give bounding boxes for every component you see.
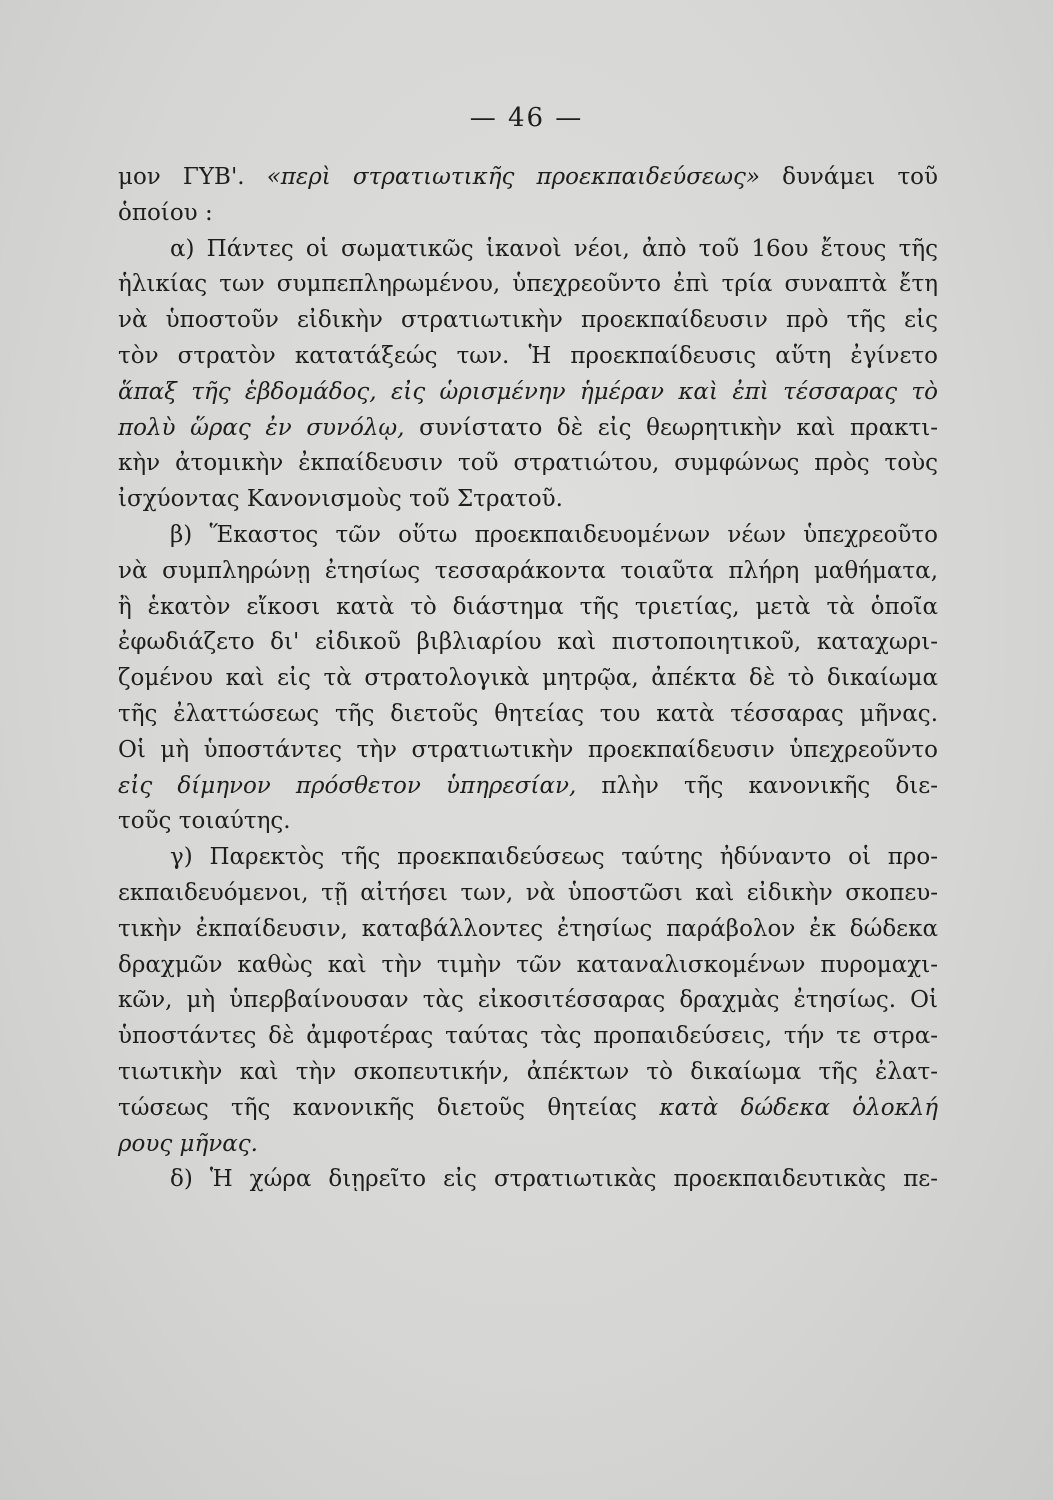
text-line	[118, 339, 938, 375]
text-segment: τώσεως τῆς κανονικῆς διετοῦς θητείας	[118, 1094, 660, 1121]
text-segment: ἐφωδιάζετο δι' εἰδικοῦ βιβλιαρίου καὶ πιστοποιητικοῦ, καταχωρι-	[118, 629, 938, 656]
text-segment: δ) Ἡ χώρα διῃρεῖτο εἰς στρατιωτικὰς προεκπαιδευτικὰς πε-	[170, 1166, 938, 1193]
text-segment: γ) Παρεκτὸς τῆς προεκπαιδεύσεως ταύτης ἠδύναντο οἱ προ-	[170, 844, 938, 871]
text-line	[118, 733, 938, 769]
text-line	[118, 661, 938, 697]
text-line	[118, 876, 938, 912]
text-line	[118, 697, 938, 733]
text-line	[118, 1162, 938, 1198]
text-line	[118, 1091, 938, 1127]
text-segment: ἡλικίας των συμπεπληρωμένου, ὑπεχρεοῦντο ἐπὶ τρία συναπτὰ ἔτη	[118, 271, 938, 298]
text-line	[118, 554, 938, 590]
text-line	[118, 1127, 938, 1163]
text-line	[118, 804, 938, 840]
text-segment: α) Πάντες οἱ σωματικῶς ἱκανοὶ νέοι, ἀπὸ τοῦ 16ου ἔτους τῆς	[170, 235, 938, 262]
text-segment: τιωτικὴν καὶ τὴν σκοπευτικήν, ἀπέκτων τὸ δικαίωμα τῆς ἐλατ-	[118, 1058, 938, 1085]
text-segment: ἢ ἑκατὸν εἴκοσι κατὰ τὸ διάστημα τῆς τριετίας, μετὰ τὰ ὁποῖα	[118, 593, 938, 620]
text-segment: δυνάμει τοῦ	[759, 164, 939, 190]
text-segment: τοῦς τοιαύτης.	[118, 808, 291, 835]
text-line	[118, 625, 938, 661]
text-line	[118, 411, 938, 447]
text-segment: νὰ ὑποστοῦν εἰδικὴν στρατιωτικὴν προεκπαίδευσιν πρὸ τῆς εἰς	[118, 307, 938, 334]
text-segment: πλὴν τῆς κανονικῆς διε-	[576, 772, 938, 799]
italic-segment: κατὰ δώδεκα ὁλοκλή	[659, 1094, 939, 1121]
italic-segment: εἰς δίμηνον πρόσθετον ὑπηρεσίαν,	[118, 772, 577, 799]
text-line	[118, 1019, 938, 1055]
text-line	[118, 196, 938, 232]
text-segment: κῶν, μὴ ὑπερβαίνουσαν τὰς εἰκοσιτέσσαρας δραχμὰς ἐτησίως. Οἱ	[118, 987, 938, 1014]
text-segment: τικὴν ἐκπαίδευσιν, καταβάλλοντες ἐτησίως παράβολον ἐκ δώδεκα	[118, 915, 938, 942]
text-segment: νὰ συμπληρώνῃ ἐτησίως τεσσαράκοντα τοιαῦτα πλήρη μαθήματα,	[118, 557, 938, 584]
text-segment: ὑποστάντες δὲ ἀμφοτέρας ταύτας τὰς προπαιδεύσεις, τήν τε στρα-	[118, 1023, 938, 1050]
text-line	[118, 840, 938, 876]
text-segment: εκπαιδευόμενοι, τῇ αἰτήσει των, νὰ ὑποστῶσι καὶ εἰδικὴν σκοπευ-	[118, 879, 938, 906]
text-line	[118, 160, 938, 196]
italic-segment: «περὶ στρατιωτικῆς προεκπαιδεύσεως»	[266, 164, 760, 190]
text-segment: ἰσχύοντας Κανονισμοὺς τοῦ Στρατοῦ.	[118, 486, 563, 513]
text-line	[118, 1055, 938, 1091]
text-line	[118, 590, 938, 626]
text-segment: τὸν στρατὸν κατατάξεώς των. Ἡ προεκπαίδευσις αὕτη ἐγίνετο	[118, 342, 938, 369]
text-segment: β) Ἕκαστος τῶν οὕτω προεκπαιδευομένων νέων ὑπεχρεοῦτο	[170, 521, 938, 548]
text-line	[118, 267, 938, 303]
text-segment: κὴν ἀτομικὴν ἐκπαίδευσιν τοῦ στρατιώτου, συμφώνως πρὸς τοὺς	[118, 450, 938, 477]
text-segment: μον ΓΥΒ'.	[118, 164, 267, 190]
text-line	[118, 983, 938, 1019]
italic-segment: ρους μῆνας.	[118, 1130, 258, 1157]
text-segment: τῆς ἐλαττώσεως τῆς διετοῦς θητείας του κατὰ τέσσαρας μῆνας.	[118, 700, 938, 727]
page-number: — 46 —	[469, 103, 584, 133]
text-segment: ζομένου καὶ εἰς τὰ στρατολογικὰ μητρῷα, ἀπέκτα δὲ τὸ δικαίωμα	[118, 665, 938, 692]
text-line	[118, 948, 938, 984]
text-segment: ὁποίου :	[118, 199, 213, 226]
text-line	[118, 482, 938, 518]
text-line	[118, 303, 938, 339]
text-line	[118, 912, 938, 948]
text-line	[118, 375, 938, 411]
text-segment: Οἱ μὴ ὑποστάντες τὴν στρατιωτικὴν προεκπαίδευσιν ὑπεχρεοῦντο	[118, 736, 938, 763]
text-line	[118, 232, 938, 268]
italic-segment: πολὺ ὥρας ἐν συνόλῳ,	[118, 414, 405, 441]
text-line	[118, 769, 938, 805]
text-line	[118, 446, 938, 482]
text-line	[118, 518, 938, 554]
italic-segment: ἅπαξ τῆς ἑβδομάδος, εἰς ὡρισμένην ἡμέραν καὶ ἐπὶ τέσσαρας τὸ	[118, 378, 938, 405]
body-text	[118, 160, 938, 1198]
text-segment: δραχμῶν καθὼς καὶ τὴν τιμὴν τῶν καταναλισκομένων πυρομαχι-	[118, 951, 938, 978]
text-segment: συνίστατο δὲ εἰς θεωρητικὴν καὶ πρακτι-	[404, 414, 939, 441]
